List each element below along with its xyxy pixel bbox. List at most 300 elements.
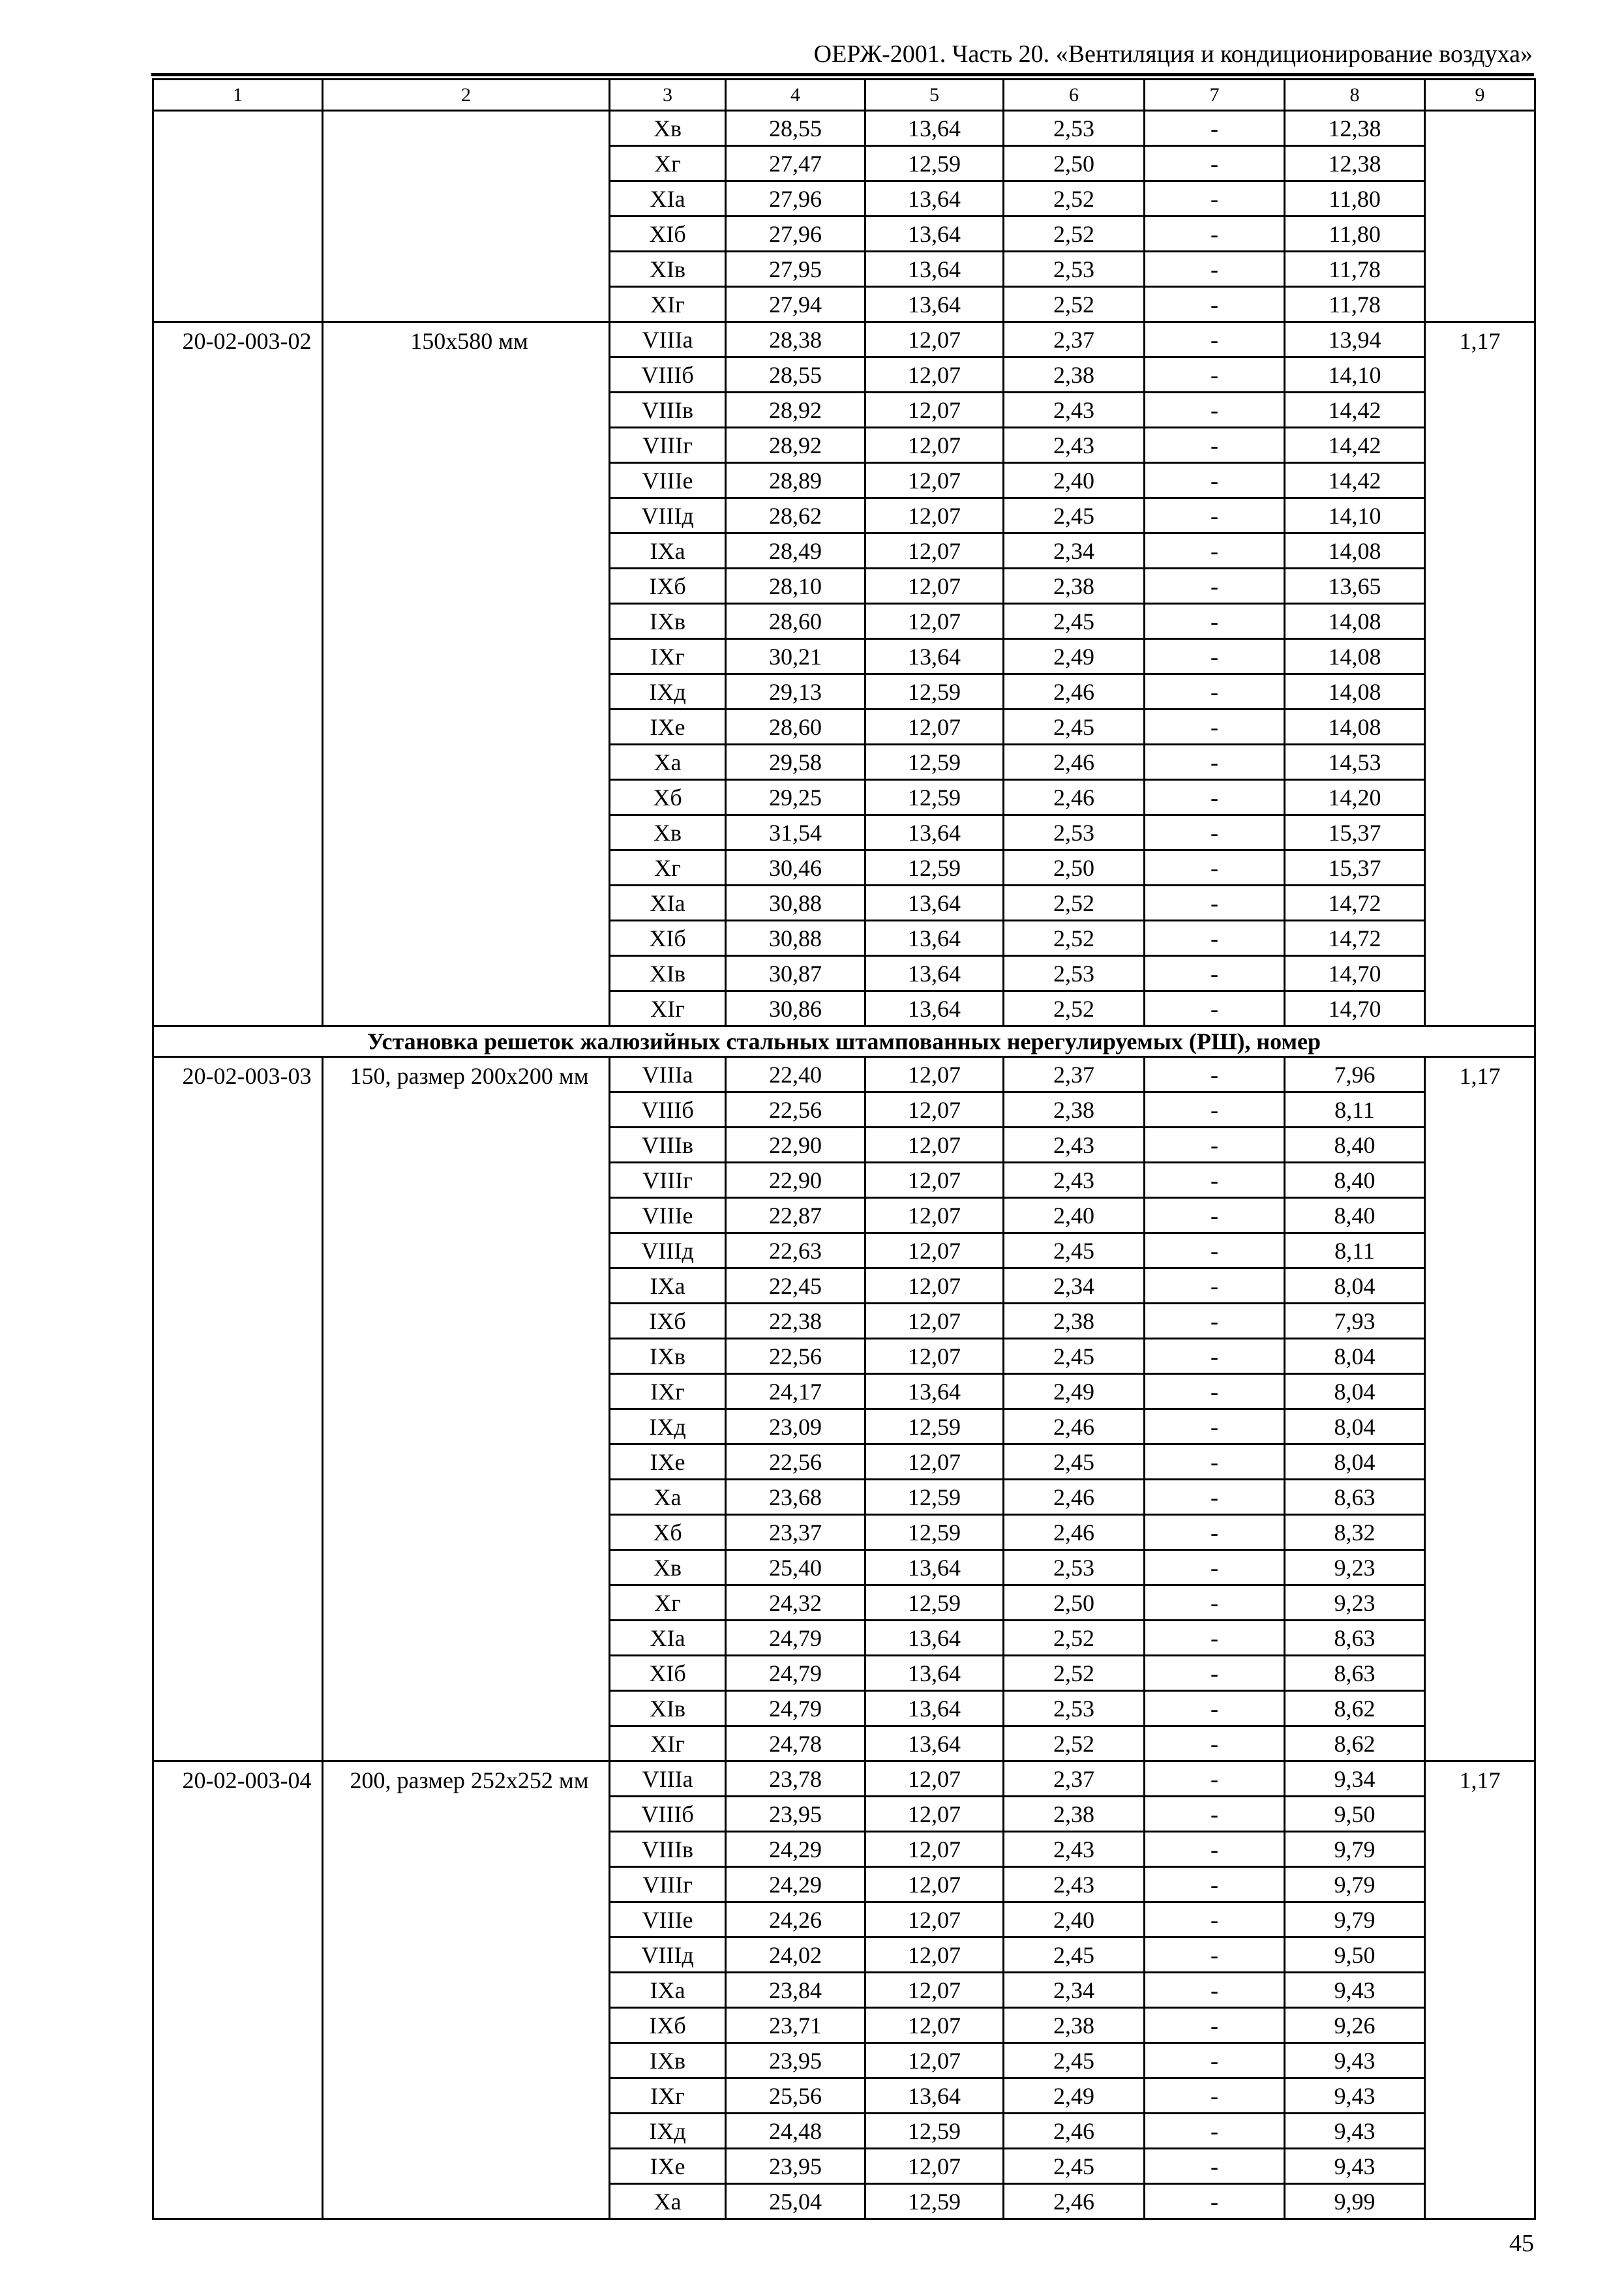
col7-value-cell: - (1145, 1937, 1285, 1973)
col7-value-cell: - (1145, 2149, 1285, 2184)
col8-value-cell: 9,43 (1285, 2114, 1425, 2149)
region-cell: VIIIд (610, 1937, 726, 1973)
col7-value-cell: - (1145, 1233, 1285, 1268)
col5-value-cell: 12,07 (865, 463, 1004, 498)
region-cell: ХIг (610, 287, 726, 322)
region-cell: IХд (610, 674, 726, 710)
col4-value-cell: 23,84 (726, 1973, 865, 2008)
col7-value-cell: - (1145, 181, 1285, 217)
col5-value-cell: 12,07 (865, 1128, 1004, 1163)
col8-value-cell: 11,80 (1285, 217, 1425, 252)
col4-value-cell: 29,58 (726, 745, 865, 780)
region-cell: IХб (610, 1304, 726, 1339)
col4-value-cell: 24,29 (726, 1832, 865, 1867)
col5-value-cell: 13,64 (865, 287, 1004, 322)
col7-value-cell: - (1145, 1163, 1285, 1198)
table-row (153, 1057, 1535, 1092)
col4-value-cell: 24,29 (726, 1867, 865, 1902)
col5-value-cell: 12,59 (865, 146, 1004, 181)
section-row (153, 1026, 1535, 1057)
col6-value-cell: 2,45 (1004, 2043, 1145, 2078)
col5-value-cell: 13,64 (865, 991, 1004, 1026)
col5-value-cell: 12,07 (865, 1867, 1004, 1902)
col4-value-cell: 30,88 (726, 921, 865, 956)
col8-value-cell: 8,04 (1285, 1339, 1425, 1374)
col5-value-cell: 12,59 (865, 2114, 1004, 2149)
col8-value-cell: 8,04 (1285, 1409, 1425, 1444)
region-cell: VIIIа (610, 322, 726, 357)
col8-value-cell: 9,50 (1285, 1797, 1425, 1832)
col8-value-cell: 9,50 (1285, 1937, 1425, 1973)
region-cell: IХе (610, 1444, 726, 1480)
region-cell: Хб (610, 1515, 726, 1550)
col6-value-cell: 2,52 (1004, 1621, 1145, 1656)
col7-value-cell: - (1145, 1550, 1285, 1585)
col7-value-cell: - (1145, 1973, 1285, 2008)
col6-value-cell: 2,49 (1004, 2078, 1145, 2114)
col4-value-cell: 22,87 (726, 1198, 865, 1233)
rate-code: 20-02-003-02 (153, 322, 323, 1026)
col7-value-cell: - (1145, 2114, 1285, 2149)
region-cell: VIIIб (610, 357, 726, 393)
col4-value-cell: 22,38 (726, 1304, 865, 1339)
col5-value-cell: 12,07 (865, 710, 1004, 745)
col8-value-cell: 14,08 (1285, 674, 1425, 710)
region-cell: VIIIе (610, 463, 726, 498)
col4-value-cell: 25,56 (726, 2078, 865, 2114)
col6-value-cell: 2,53 (1004, 815, 1145, 850)
col7-value-cell: - (1145, 1057, 1285, 1092)
col6-value-cell: 2,53 (1004, 111, 1145, 146)
col6-value-cell: 2,45 (1004, 1444, 1145, 1480)
col5-value-cell: 13,64 (865, 1691, 1004, 1726)
col5-value-cell: 12,59 (865, 850, 1004, 886)
col8-value-cell: 14,08 (1285, 604, 1425, 639)
col6-value-cell: 2,49 (1004, 639, 1145, 674)
col6-value-cell: 2,46 (1004, 2184, 1145, 2219)
col7-value-cell: - (1145, 815, 1285, 850)
col4-value-cell: 24,79 (726, 1691, 865, 1726)
col4-value-cell: 27,47 (726, 146, 865, 181)
rates-table (152, 78, 1536, 2220)
col4-value-cell: 23,71 (726, 2008, 865, 2043)
region-cell: VIIIб (610, 1092, 726, 1128)
col6-value-cell: 2,38 (1004, 1797, 1145, 1832)
col4-value-cell: 24,79 (726, 1656, 865, 1691)
col5-value-cell: 13,64 (865, 1621, 1004, 1656)
region-cell: VIIIд (610, 498, 726, 533)
col7-value-cell: - (1145, 1691, 1285, 1726)
col7-value-cell: - (1145, 745, 1285, 780)
col6-value-cell: 2,50 (1004, 850, 1145, 886)
col5-value-cell: 13,64 (865, 2078, 1004, 2114)
col4-value-cell: 28,92 (726, 393, 865, 428)
col7-value-cell: - (1145, 252, 1285, 287)
col5-value-cell: 12,07 (865, 1797, 1004, 1832)
col7-value-cell: - (1145, 991, 1285, 1026)
region-cell: VIIIе (610, 1902, 726, 1937)
col7-value-cell: - (1145, 639, 1285, 674)
col8-value-cell: 9,43 (1285, 2078, 1425, 2114)
col4-value-cell: 23,95 (726, 1797, 865, 1832)
col8-value-cell: 8,63 (1285, 1621, 1425, 1656)
col8-value-cell: 14,53 (1285, 745, 1425, 780)
col7-value-cell: - (1145, 2043, 1285, 2078)
col6-value-cell: 2,52 (1004, 886, 1145, 921)
region-cell: ХIб (610, 921, 726, 956)
col8-value-cell: 14,20 (1285, 780, 1425, 815)
col7-value-cell: - (1145, 886, 1285, 921)
col6-value-cell: 2,45 (1004, 1339, 1145, 1374)
col4-value-cell: 28,60 (726, 604, 865, 639)
col8-value-cell: 8,11 (1285, 1092, 1425, 1128)
col6-value-cell: 2,53 (1004, 956, 1145, 991)
col5-value-cell: 13,64 (865, 111, 1004, 146)
col8-value-cell: 9,43 (1285, 1973, 1425, 2008)
col5-value-cell: 12,07 (865, 2043, 1004, 2078)
col5-value-cell: 13,64 (865, 1374, 1004, 1409)
rate-name: 150х580 мм (323, 322, 610, 1026)
col8-value-cell: 14,42 (1285, 393, 1425, 428)
col8-value-cell: 9,79 (1285, 1867, 1425, 1902)
region-cell: IХд (610, 2114, 726, 2149)
col7-value-cell: - (1145, 1515, 1285, 1550)
col4-value-cell: 23,95 (726, 2043, 865, 2078)
page-number: 45 (1509, 2230, 1534, 2257)
col8-value-cell: 8,63 (1285, 1656, 1425, 1691)
col7-value-cell: - (1145, 1198, 1285, 1233)
rate-code: 20-02-003-03 (153, 1057, 323, 1761)
col4-value-cell: 24,26 (726, 1902, 865, 1937)
col8-value-cell: 14,42 (1285, 428, 1425, 463)
col5-value-cell: 12,59 (865, 1409, 1004, 1444)
col5-value-cell: 12,59 (865, 1585, 1004, 1621)
col5-value-cell: 12,59 (865, 780, 1004, 815)
column-number: 8 (1285, 80, 1425, 111)
column-number: 6 (1004, 80, 1145, 111)
col4-value-cell: 28,55 (726, 357, 865, 393)
col7-value-cell: - (1145, 2078, 1285, 2114)
col4-value-cell: 28,62 (726, 498, 865, 533)
col7-value-cell: - (1145, 393, 1285, 428)
col6-value-cell: 2,38 (1004, 1304, 1145, 1339)
region-cell: IХб (610, 2008, 726, 2043)
col6-value-cell: 2,46 (1004, 745, 1145, 780)
col6-value-cell: 2,53 (1004, 1550, 1145, 1585)
col6-value-cell: 2,46 (1004, 780, 1145, 815)
col5-value-cell: 12,07 (865, 1444, 1004, 1480)
region-cell: IХг (610, 1374, 726, 1409)
col7-value-cell: - (1145, 604, 1285, 639)
col6-value-cell: 2,52 (1004, 287, 1145, 322)
region-cell: IХв (610, 2043, 726, 2078)
col5-value-cell: 12,07 (865, 533, 1004, 569)
col4-value-cell: 28,55 (726, 111, 865, 146)
col8-value-cell: 13,94 (1285, 322, 1425, 357)
col4-value-cell: 25,40 (726, 1550, 865, 1585)
col6-value-cell: 2,34 (1004, 1973, 1145, 2008)
col8-value-cell: 7,96 (1285, 1057, 1425, 1092)
col5-value-cell: 13,64 (865, 639, 1004, 674)
col7-value-cell: - (1145, 1444, 1285, 1480)
col7-value-cell: - (1145, 111, 1285, 146)
col6-value-cell: 2,45 (1004, 1937, 1145, 1973)
col6-value-cell: 2,43 (1004, 1867, 1145, 1902)
col5-value-cell: 12,07 (865, 1902, 1004, 1937)
col5-value-cell: 12,07 (865, 1198, 1004, 1233)
column-number-row (153, 80, 1535, 111)
col5-value-cell: 13,64 (865, 217, 1004, 252)
col7-value-cell: - (1145, 850, 1285, 886)
col7-value-cell: - (1145, 217, 1285, 252)
table-row (153, 111, 1535, 146)
col7-value-cell: - (1145, 463, 1285, 498)
col5-value-cell: 12,59 (865, 674, 1004, 710)
col4-value-cell: 24,17 (726, 1374, 865, 1409)
col4-value-cell: 22,90 (726, 1163, 865, 1198)
rate-code (153, 111, 323, 322)
col4-value-cell: 23,09 (726, 1409, 865, 1444)
col4-value-cell: 24,48 (726, 2114, 865, 2149)
header-rule (151, 73, 1534, 76)
col6-value-cell: 2,37 (1004, 1057, 1145, 1092)
column-number: 3 (610, 80, 726, 111)
col8-value-cell: 9,34 (1285, 1761, 1425, 1797)
col5-value-cell: 13,64 (865, 1656, 1004, 1691)
region-cell: ХIг (610, 991, 726, 1026)
col6-value-cell: 2,53 (1004, 252, 1145, 287)
col6-value-cell: 2,50 (1004, 146, 1145, 181)
col5-value-cell: 12,07 (865, 1832, 1004, 1867)
region-cell: Ха (610, 1480, 726, 1515)
col7-value-cell: - (1145, 1656, 1285, 1691)
region-cell: VIIIг (610, 1867, 726, 1902)
col6-value-cell: 2,52 (1004, 181, 1145, 217)
col6-value-cell: 2,45 (1004, 1233, 1145, 1268)
col5-value-cell: 12,59 (865, 1480, 1004, 1515)
col8-value-cell: 14,10 (1285, 357, 1425, 393)
col7-value-cell: - (1145, 428, 1285, 463)
col7-value-cell: - (1145, 498, 1285, 533)
region-cell: Хг (610, 850, 726, 886)
region-cell: IХа (610, 1973, 726, 2008)
col5-value-cell: 12,07 (865, 1092, 1004, 1128)
region-cell: VIIIа (610, 1761, 726, 1797)
col8-value-cell: 11,78 (1285, 287, 1425, 322)
col7-value-cell: - (1145, 322, 1285, 357)
region-cell: IХе (610, 710, 726, 745)
column-number: 5 (865, 80, 1004, 111)
col6-value-cell: 2,46 (1004, 1515, 1145, 1550)
col5-value-cell: 12,07 (865, 1761, 1004, 1797)
col7-value-cell: - (1145, 1867, 1285, 1902)
col8-value-cell: 9,23 (1285, 1550, 1425, 1585)
col4-value-cell: 30,87 (726, 956, 865, 991)
col5-value-cell: 12,07 (865, 2008, 1004, 2043)
column-number: 1 (153, 80, 323, 111)
col7-value-cell: - (1145, 1374, 1285, 1409)
col8-value-cell: 15,37 (1285, 850, 1425, 886)
table-row (153, 322, 1535, 357)
col7-value-cell: - (1145, 1832, 1285, 1867)
col7-value-cell: - (1145, 1339, 1285, 1374)
col7-value-cell: - (1145, 2184, 1285, 2219)
col4-value-cell: 30,88 (726, 886, 865, 921)
col4-value-cell: 23,37 (726, 1515, 865, 1550)
region-cell: VIIIв (610, 393, 726, 428)
col6-value-cell: 2,45 (1004, 604, 1145, 639)
col4-value-cell: 23,68 (726, 1480, 865, 1515)
col6-value-cell: 2,52 (1004, 1726, 1145, 1761)
col5-value-cell: 12,07 (865, 1163, 1004, 1198)
col5-value-cell: 13,64 (865, 181, 1004, 217)
col4-value-cell: 30,86 (726, 991, 865, 1026)
col8-value-cell: 8,04 (1285, 1268, 1425, 1304)
col6-value-cell: 2,43 (1004, 393, 1145, 428)
col6-value-cell: 2,37 (1004, 322, 1145, 357)
col8-value-cell: 14,72 (1285, 921, 1425, 956)
col8-value-cell: 11,78 (1285, 252, 1425, 287)
col8-value-cell: 14,10 (1285, 498, 1425, 533)
col8-value-cell: 9,99 (1285, 2184, 1425, 2219)
col8-value-cell: 8,04 (1285, 1444, 1425, 1480)
column-number: 2 (323, 80, 610, 111)
col8-value-cell: 8,11 (1285, 1233, 1425, 1268)
col5-value-cell: 12,07 (865, 1937, 1004, 1973)
region-cell: Ха (610, 745, 726, 780)
col8-value-cell: 9,43 (1285, 2149, 1425, 2184)
col4-value-cell: 22,56 (726, 1092, 865, 1128)
region-cell: VIIIд (610, 1233, 726, 1268)
region-cell: Хв (610, 815, 726, 850)
col8-value-cell: 14,42 (1285, 463, 1425, 498)
col6-value-cell: 2,40 (1004, 1902, 1145, 1937)
col5-value-cell: 13,64 (865, 1550, 1004, 1585)
col8-value-cell: 9,79 (1285, 1832, 1425, 1867)
col6-value-cell: 2,52 (1004, 991, 1145, 1026)
col6-value-cell: 2,34 (1004, 533, 1145, 569)
col7-value-cell: - (1145, 710, 1285, 745)
col6-value-cell: 2,40 (1004, 463, 1145, 498)
col5-value-cell: 13,64 (865, 886, 1004, 921)
region-cell: IХа (610, 1268, 726, 1304)
col6-value-cell: 2,52 (1004, 1656, 1145, 1691)
col6-value-cell: 2,43 (1004, 1163, 1145, 1198)
col6-value-cell: 2,45 (1004, 498, 1145, 533)
col4-value-cell: 29,13 (726, 674, 865, 710)
col8-value-cell: 8,32 (1285, 1515, 1425, 1550)
col7-value-cell: - (1145, 780, 1285, 815)
col4-value-cell: 27,96 (726, 181, 865, 217)
region-cell: ХIа (610, 181, 726, 217)
col8-value-cell: 11,80 (1285, 181, 1425, 217)
col4-value-cell: 25,04 (726, 2184, 865, 2219)
col5-value-cell: 13,64 (865, 921, 1004, 956)
region-cell: VIIIв (610, 1832, 726, 1867)
col4-value-cell: 27,95 (726, 252, 865, 287)
col7-value-cell: - (1145, 569, 1285, 604)
col8-value-cell: 9,23 (1285, 1585, 1425, 1621)
col5-value-cell: 12,59 (865, 745, 1004, 780)
col8-value-cell: 14,08 (1285, 533, 1425, 569)
column-number: 4 (726, 80, 865, 111)
region-cell: VIIIа (610, 1057, 726, 1092)
region-cell: Хг (610, 146, 726, 181)
region-cell: ХIв (610, 956, 726, 991)
col8-value-cell: 14,72 (1285, 886, 1425, 921)
coefficient: 1,17 (1425, 1057, 1535, 1761)
col8-value-cell: 8,62 (1285, 1726, 1425, 1761)
col7-value-cell: - (1145, 1092, 1285, 1128)
col5-value-cell: 12,07 (865, 604, 1004, 639)
col8-value-cell: 9,26 (1285, 2008, 1425, 2043)
col7-value-cell: - (1145, 956, 1285, 991)
col5-value-cell: 13,64 (865, 815, 1004, 850)
region-cell: VIIIг (610, 1163, 726, 1198)
page-header-title: ОЕРЖ-2001. Часть 20. «Вентиляция и кондиционирование воздуха» (813, 40, 1533, 68)
col7-value-cell: - (1145, 921, 1285, 956)
col6-value-cell: 2,40 (1004, 1198, 1145, 1233)
col5-value-cell: 13,64 (865, 1726, 1004, 1761)
col8-value-cell: 14,70 (1285, 956, 1425, 991)
col7-value-cell: - (1145, 146, 1285, 181)
col8-value-cell: 8,40 (1285, 1163, 1425, 1198)
coefficient (1425, 111, 1535, 322)
col7-value-cell: - (1145, 1902, 1285, 1937)
col4-value-cell: 22,40 (726, 1057, 865, 1092)
col6-value-cell: 2,46 (1004, 2114, 1145, 2149)
col8-value-cell: 15,37 (1285, 815, 1425, 850)
col6-value-cell: 2,45 (1004, 2149, 1145, 2184)
col5-value-cell: 13,64 (865, 956, 1004, 991)
col4-value-cell: 22,56 (726, 1444, 865, 1480)
col4-value-cell: 22,90 (726, 1128, 865, 1163)
col5-value-cell: 13,64 (865, 252, 1004, 287)
col6-value-cell: 2,38 (1004, 1092, 1145, 1128)
col5-value-cell: 12,07 (865, 357, 1004, 393)
col6-value-cell: 2,46 (1004, 1409, 1145, 1444)
col7-value-cell: - (1145, 1585, 1285, 1621)
col4-value-cell: 31,54 (726, 815, 865, 850)
col4-value-cell: 24,79 (726, 1621, 865, 1656)
col7-value-cell: - (1145, 1304, 1285, 1339)
col5-value-cell: 12,07 (865, 1233, 1004, 1268)
col8-value-cell: 12,38 (1285, 146, 1425, 181)
section-title: Установка решеток жалюзийных стальных штампованных нерегулируемых (РШ), номер (153, 1026, 1535, 1057)
col4-value-cell: 22,45 (726, 1268, 865, 1304)
region-cell: IХе (610, 2149, 726, 2184)
col8-value-cell: 8,62 (1285, 1691, 1425, 1726)
col4-value-cell: 24,32 (726, 1585, 865, 1621)
rate-name (323, 111, 610, 322)
col7-value-cell: - (1145, 1621, 1285, 1656)
col6-value-cell: 2,49 (1004, 1374, 1145, 1409)
column-number: 9 (1425, 80, 1535, 111)
col4-value-cell: 27,94 (726, 287, 865, 322)
region-cell: VIIIг (610, 428, 726, 463)
region-cell: Хв (610, 1550, 726, 1585)
col8-value-cell: 14,70 (1285, 991, 1425, 1026)
col6-value-cell: 2,34 (1004, 1268, 1145, 1304)
col4-value-cell: 29,25 (726, 780, 865, 815)
col5-value-cell: 12,07 (865, 1268, 1004, 1304)
col4-value-cell: 22,63 (726, 1233, 865, 1268)
col4-value-cell: 27,96 (726, 217, 865, 252)
col8-value-cell: 9,43 (1285, 2043, 1425, 2078)
col4-value-cell: 23,95 (726, 2149, 865, 2184)
region-cell: ХIв (610, 1691, 726, 1726)
col4-value-cell: 28,38 (726, 322, 865, 357)
